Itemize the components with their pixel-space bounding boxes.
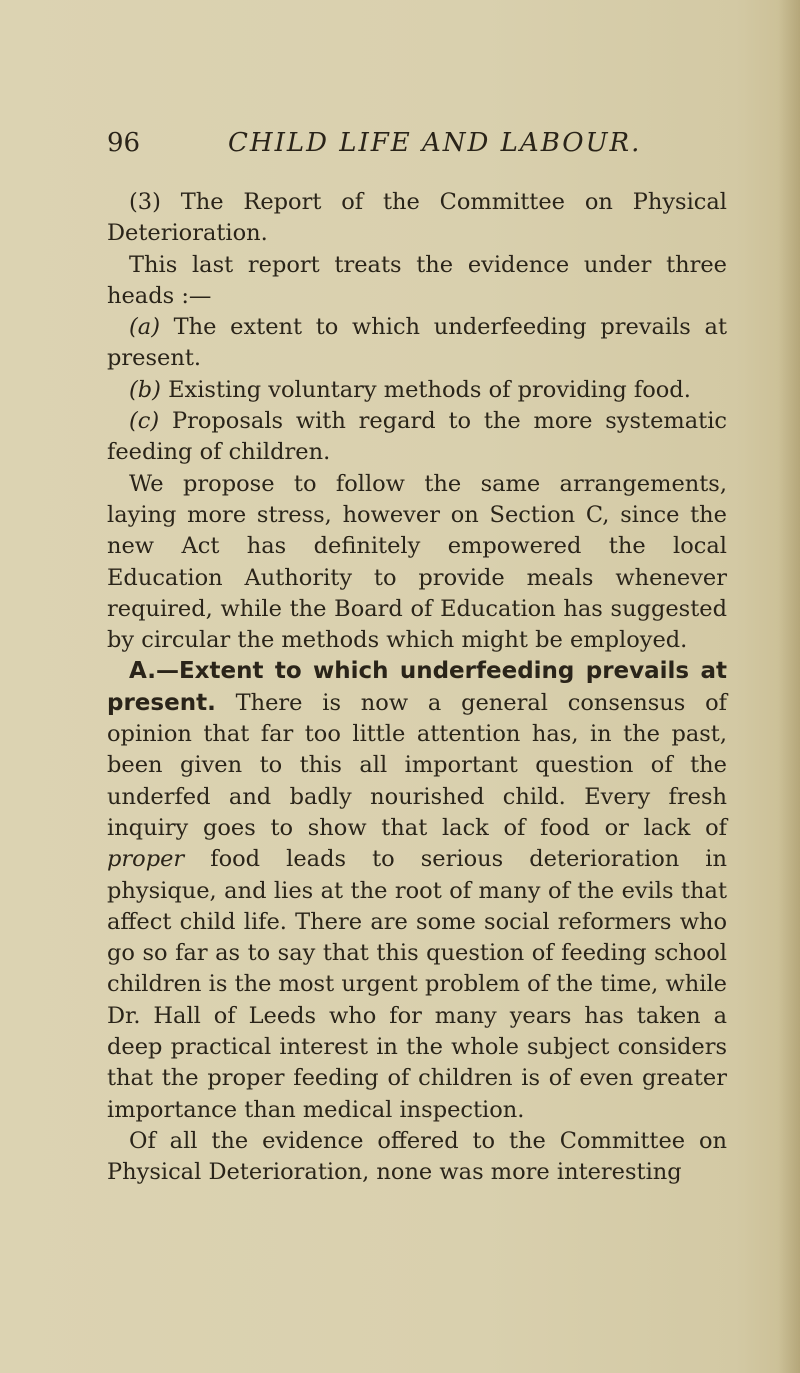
page-edge-shadow	[778, 0, 800, 1373]
body-text	[107, 187, 727, 1189]
list-label-a: (a)	[129, 314, 160, 341]
section-a-text-2: food leads to serious deterioration in physique, and lies at the root of many of the evils that affect child life. There are some social reformers who go so far as to say that this question of feeding school children is the most urgent problem of the time, while Dr. Hall of Leeds who for many years has taken a deep practical interest in the whole subject considers that the proper feeding of children is of even greater importance than medical inspection.	[107, 846, 727, 1123]
list-item-c	[107, 406, 727, 469]
paragraph-arrangements: We propose to follow the same arrangements, laying more stress, however on Section C, since the new Act has definitely empowered the local Education Authority to provide meals whenever required, while the Board of Education has suggested by circular the methods which might be employed.	[107, 470, 727, 654]
paragraph-evidence: Of all the evidence offered to the Committee on Physical Deterioration, none was more interesting	[107, 1127, 727, 1186]
paragraph-heads-intro: This last report treats the evidence under three heads :—	[107, 251, 727, 309]
running-title: CHILD LIFE AND LABOUR.	[228, 128, 642, 158]
paragraph-section-a	[107, 656, 727, 1125]
page-header	[107, 128, 642, 168]
section-heading-a: A.—Extent to which underfeeding prevails at present.	[107, 658, 727, 716]
list-text-b: Existing voluntary methods of providing food.	[160, 376, 691, 403]
list-item-a	[107, 312, 727, 375]
list-text-c: Proposals with regard to the more systematic feeding of children.	[107, 408, 727, 466]
section-a-text-1: There is now a general consensus of opinion that far too little attention has, in the past, been given to this all important question of the underfed and badly nourished child. Every fresh inquiry goes to show that lack of food or lack of	[107, 689, 727, 841]
emphasis-proper: proper	[107, 846, 185, 873]
paragraph-report-title: (3) The Report of the Committee on Physical Deterioration.	[107, 189, 727, 247]
list-label-c: (c)	[129, 408, 160, 435]
list-item-b	[107, 375, 727, 406]
page-number: 96	[107, 128, 141, 158]
list-label-b: (b)	[129, 376, 161, 403]
list-text-a: The extent to which underfeeding prevails at present.	[107, 314, 727, 372]
